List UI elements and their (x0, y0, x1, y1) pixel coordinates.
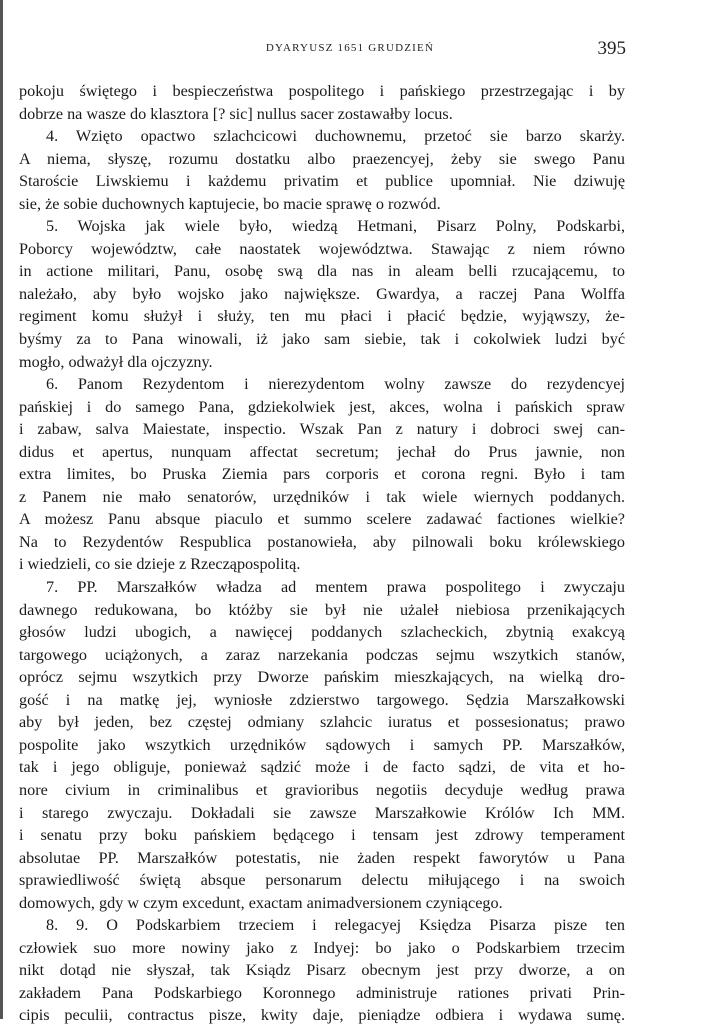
text-line: sprawiedliwość świętą absque personarum delectu miłującego i na swoich (19, 871, 625, 890)
text-line: A niema, słyszę, rozumu dostatku albo praezencyej, żeby sie swego Panu (19, 149, 625, 168)
text-line: aby był jeden, bez częstej odmiany szlahcic iuratus et possesionatus; prawo (19, 713, 625, 732)
text-line: targowego uciążonych, a zaraz narzekania podczas sejmu wszytkich stanów, (19, 645, 625, 664)
text-line: domowych, gdy w czym excedunt, exactam animadversionem czyniącego. (19, 893, 503, 912)
text-line: regiment komu służył i służy, ten mu płaci i płacić będzie, wyjąwszy, że- (19, 307, 625, 326)
text-line: tak i jego obliguje, ponieważ sądzić może i de facto sądzi, de vita et ho- (19, 758, 625, 777)
text-line: didus et apertus, nunquam affectat secretum; jechał do Prus jawnie, non (19, 442, 625, 461)
text-line: i zabaw, salva Maiestate, inspectio. Wszak Pan z natury i dobroci swej can- (19, 420, 625, 439)
text-line: nikt dotąd nie słyszał, tak Ksiądz Pisarz obecnym jest przy dworze, a on (19, 961, 625, 980)
text-line: A możesz Panu absque piaculo et summo scelere zadawać factiones wielkie? (19, 510, 625, 529)
running-header (0, 38, 720, 68)
text-line: nore civium in criminalibus et gravioribus negotiis decyduje według prawa (19, 780, 625, 799)
text-line: 5. Wojska jak wiele było, wiedzą Hetmani, Pisarz Polny, Podskarbi, (46, 217, 625, 236)
text-line: cipis peculii, contractus pisze, kwity daje, pieniądze odbiera i wydawa sumę. (19, 1006, 625, 1025)
text-line: człowiek suo more nowiny jako z Indyej: bo jako o Podskarbiem trzecim (19, 938, 625, 957)
text-line: in actione militari, Panu, osobę swą dla nas in aleam belli rzucającemu, to (19, 262, 625, 281)
text-line: z Panem nie mało senatorów, urzędników i tak wiele wiernych poddanych. (19, 487, 625, 506)
text-line: dawnego redukowana, bo któżby sie był nie użaleł niebiosa przenikających (19, 600, 625, 619)
page-edge (0, 0, 3, 1019)
text-line: 8. 9. O Podskarbiem trzeciem i relegacyej Księdza Pisarza pisze ten (46, 916, 625, 935)
text-line: Poborcy województw, całe naostatek województwa. Stawając z niem równo (19, 239, 625, 258)
text-line: zakładem Pana Podskarbiego Koronnego administruje rationes privati Prin- (19, 983, 625, 1002)
text-line: extra limites, bo Pruska Ziemia pars corporis et corona regni. Było i tam (19, 465, 625, 484)
text-line: pokoju świętego i bespieczeństwa pospolitego i pańskiego przestrzegając i by (19, 82, 625, 100)
text-line: sie, że sobie duchownych kaptujecie, bo macie sprawę o rozwód. (19, 194, 441, 213)
text-line: Staroście Liwskiemu i każdemu privatim et publice upomniał. Nie dziwuję (19, 172, 625, 191)
text-line: 4. Wzięto opactwo szlachcicowi duchownemu, przetoć sie barzo skarży. (46, 127, 625, 146)
text-line: pospolite jako wszytkich urzędników sądowych i samych PP. Marszałków, (19, 735, 625, 754)
text-line: byśmy za to Pana winowali, iż jako sam siebie, tak i cokolwiek ludzi być (19, 330, 625, 349)
text-line: i senatu przy boku pańskiem będącego i tensam jest zdrowy temperament (19, 826, 625, 845)
running-title: DYARYUSZ 1651 GRUDZIEŃ (265, 42, 435, 54)
text-line: i starego zwyczaju. Dokładali sie zawsze Marszałkowie Królów Ich MM. (19, 803, 625, 822)
text-line: głosów ludzi ubogich, a nawięcej poddanych szlacheckich, zbytnią exakcyą (19, 623, 625, 642)
text-line: należało, aby było wojsko jako największe. Gwardya, a raczej Pana Wolffa (19, 284, 625, 303)
body-text (19, 80, 625, 1027)
text-line: dobrze na wasze do klasztora [? sic] nullus sacer zostawałby locus. (19, 104, 453, 123)
text-line: Na to Rezydentów Respublica postanowieła, aby pilnowali boku królewskiego (19, 532, 625, 551)
page-number: 395 (597, 38, 626, 59)
text-line: absolutae PP. Marszałków potestatis, nie żaden respekt faworytów u Pana (19, 848, 625, 867)
text-line: 7. PP. Marszałków władza ad mentem prawa pospolitego i zwyczaju (46, 578, 625, 597)
text-line: 6. Panom Rezydentom i nierezydentom wolny zawsze do rezydencyej (46, 375, 625, 394)
text-line: gość i na matkę jej, wyniosłe zdzierstwo targowego. Sędzia Marszałkowski (19, 690, 625, 709)
text-line: i wiedzieli, co sie dzieje z Rzecząpospolitą. (19, 555, 301, 574)
text-line: mogło, odważył dla ojczyzny. (19, 352, 213, 371)
text-line: oprócz sejmu wszytkich przy Dworze pańskim mieszkających, na wielką dro- (19, 668, 625, 687)
text-line: pańskiej i do samego Pana, gdziekolwiek jest, akces, wolna i pańskich spraw (19, 397, 625, 416)
